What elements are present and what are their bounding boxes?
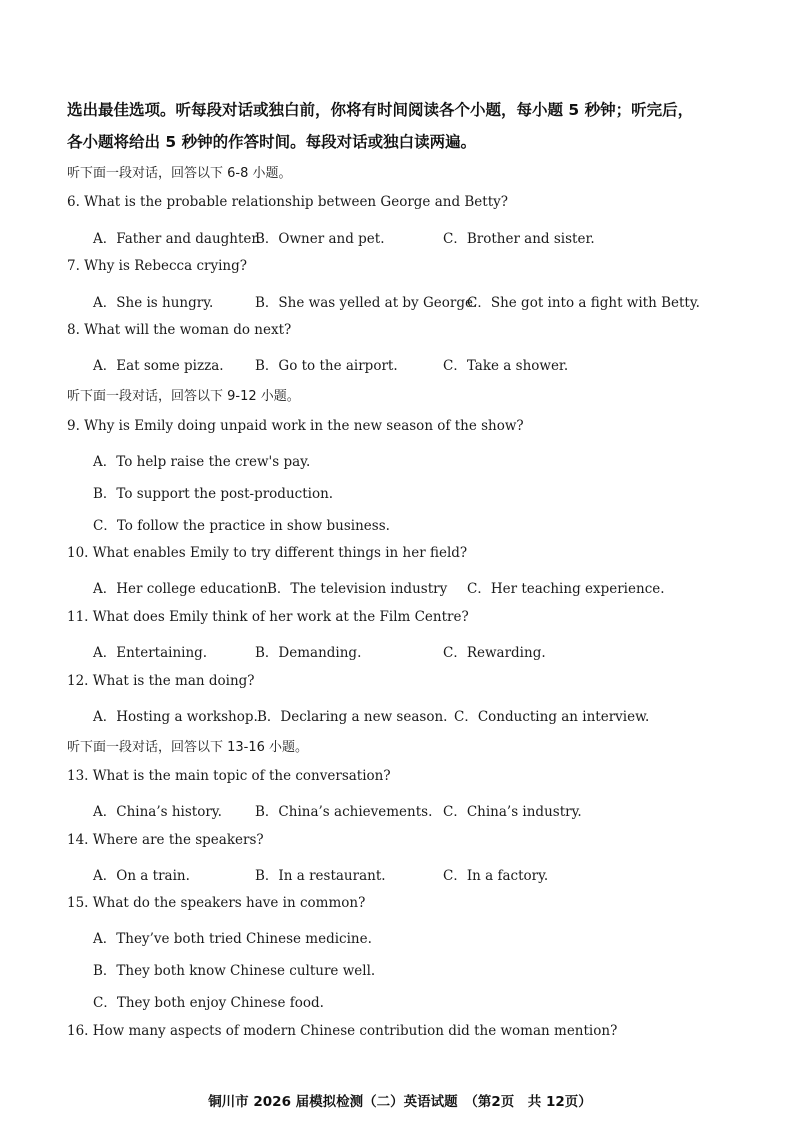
option-12c: C．Conducting an interview. xyxy=(454,709,650,725)
section-heading-9-12: 听下面一段对话，回答以下 9-12 小题。 xyxy=(67,389,300,404)
option-15a: A．They’ve both tried Chinese medicine. xyxy=(93,931,372,947)
question-8: 8. What will the woman do next? xyxy=(67,322,292,338)
question-11: 11. What does Emily think of her work at the Film Centre? xyxy=(67,609,469,625)
option-7b: B．She was yelled at by George. xyxy=(255,295,478,311)
option-7c: C．She got into a fight with Betty. xyxy=(467,295,700,311)
option-7a: A．She is hungry. xyxy=(93,295,214,311)
option-15b: B．They both know Chinese culture well. xyxy=(93,963,376,979)
option-9a: A．To help raise the crew's pay. xyxy=(93,454,311,470)
option-6a: A．Father and daughter. xyxy=(93,231,261,247)
listening-instructions xyxy=(67,94,747,158)
section-heading-13-16: 听下面一段对话，回答以下 13-16 小题。 xyxy=(67,740,309,755)
instructions-line-1: 选出最佳选项。听每段对话或独白前，你将有时间阅读各个小题，每小题 5 秒钟；听完后， xyxy=(67,101,694,119)
option-13c: C．China’s industry. xyxy=(443,804,582,820)
option-10c: C．Her teaching experience. xyxy=(467,581,665,597)
option-13b: B．China’s achievements. xyxy=(255,804,433,820)
section-heading-6-8: 听下面一段对话，回答以下 6-8 小题。 xyxy=(67,166,292,181)
option-12a: A．Hosting a workshop. xyxy=(93,709,258,725)
option-13a: A．China’s history. xyxy=(93,804,222,820)
option-6c: C．Brother and sister. xyxy=(443,231,595,247)
option-11c: C．Rewarding. xyxy=(443,645,546,661)
question-13: 13. What is the main topic of the conversation? xyxy=(67,768,391,784)
option-12b: B．Declaring a new season. xyxy=(257,709,448,725)
option-14a: A．On a train. xyxy=(93,868,190,884)
question-9: 9. Why is Emily doing unpaid work in the new season of the show? xyxy=(67,418,524,434)
question-15: 15. What do the speakers have in common? xyxy=(67,895,366,911)
option-10b: B．The television industry xyxy=(267,581,448,597)
option-8b: B．Go to the airport. xyxy=(255,358,398,374)
option-11a: A．Entertaining. xyxy=(93,645,208,661)
option-8c: C．Take a shower. xyxy=(443,358,569,374)
question-10: 10. What enables Emily to try different things in her field? xyxy=(67,545,468,561)
option-11b: B．Demanding. xyxy=(255,645,362,661)
option-14b: B．In a restaurant. xyxy=(255,868,386,884)
option-10a: A．Her college education. xyxy=(93,581,272,597)
instructions-line-2: 各小题将给出 5 秒钟的作答时间。每段对话或独白读两遍。 xyxy=(67,133,477,151)
question-12: 12. What is the man doing? xyxy=(67,673,255,689)
option-6b: B．Owner and pet. xyxy=(255,231,385,247)
option-15c: C．They both enjoy Chinese food. xyxy=(93,995,324,1011)
question-7: 7. Why is Rebecca crying? xyxy=(67,258,247,274)
option-9c: C．To follow the practice in show business. xyxy=(93,518,390,534)
option-9b: B．To support the post-production. xyxy=(93,486,334,502)
option-14c: C．In a factory. xyxy=(443,868,549,884)
question-14: 14. Where are the speakers? xyxy=(67,832,264,848)
page-footer: 铜川市 2026 届模拟检测（二）英语试题 （第2页 共 12页） xyxy=(208,1094,592,1110)
question-16: 16. How many aspects of modern Chinese contribution did the woman mention? xyxy=(67,1023,618,1039)
question-6: 6. What is the probable relationship between George and Betty? xyxy=(67,194,508,210)
option-8a: A．Eat some pizza. xyxy=(93,358,224,374)
